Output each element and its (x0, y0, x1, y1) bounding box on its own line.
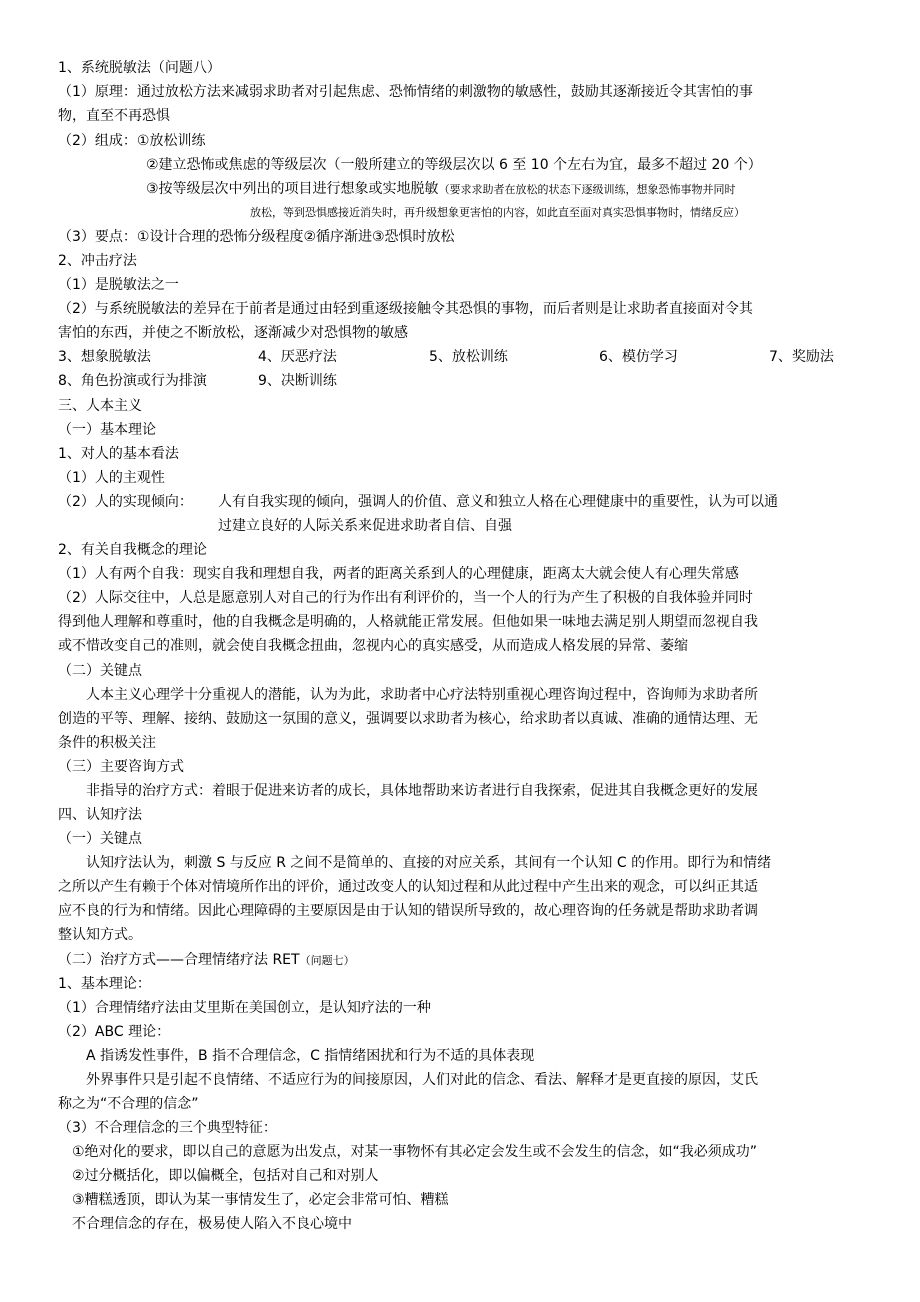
paragraph-label: （2）人的实现倾向： (58, 494, 193, 510)
heading-systematic-desensitization: 1、系统脱敏法（问题八） (58, 60, 221, 76)
paragraph-line: 物，直至不再恐惧 (58, 108, 170, 124)
paragraph-line: （3）不合理信念的三个典型特征： (58, 1120, 277, 1136)
note-text: （问题七） (299, 954, 355, 967)
subsection-heading: （一）关键点 (58, 831, 142, 847)
subsection-heading: （二）关键点 (58, 663, 142, 679)
paragraph-line (146, 177, 736, 202)
paragraph-line: ②建立恐怖或焦虑的等级层次（一般所建立的等级层次以 6 至 10 个左右为宜，最多不超过 20 个） (146, 157, 762, 173)
heading-implosive-therapy: 2、冲击疗法 (58, 253, 137, 269)
paragraph-line: （1）人有两个自我：现实自我和理想自我，两者的距离关系到人的心理健康，距离太大就会使人有心理失常感 (58, 566, 739, 582)
paragraph-line: A 指诱发性事件，B 指不合理信念，C 指情绪困扰和行为不适的具体表现 (86, 1048, 535, 1064)
paragraph-line: （2）ABC 理论： (58, 1024, 171, 1040)
paragraph-line: （1）是脱敏法之一 (58, 277, 179, 293)
section-heading-cognitive: 四、认知疗法 (58, 807, 142, 823)
subsection-heading: （一）基本理论 (58, 422, 156, 438)
paragraph-line: 1、基本理论： (58, 976, 151, 992)
paragraph-line (58, 490, 778, 514)
paragraph-line: ③糟糕透顶，即认为某一事情发生了，必定会非常可怕、糟糕 (72, 1192, 449, 1208)
paragraph-line: （3）要点：①设计合理的恐怖分级程度②循序渐进③恐惧时放松 (58, 229, 455, 245)
paragraph-line: （1）合理情绪疗法由艾里斯在美国创立，是认知疗法的一种 (58, 1000, 431, 1016)
paragraph-line: 认知疗法认为，刺激 S 与反应 R 之间不是简单的、直接的对应关系，其间有一个认知 C 的作用。即行为和情绪 (86, 855, 772, 871)
paragraph-line: 人本主义心理学十分重视人的潜能，认为为此，求助者中心疗法特别重视心理咨询过程中，咨询师为求助者所 (86, 687, 758, 703)
list-item: 4、厌恶疗法 (258, 349, 337, 365)
list-item: 5、放松训练 (429, 349, 508, 365)
list-item: 7、奖励法 (769, 349, 834, 365)
paragraph-line: 整认知方式。 (58, 927, 142, 943)
paragraph-line: 称之为“不合理的信念” (58, 1096, 199, 1112)
paragraph-line: 之所以产生有赖于个体对情境所作出的评价，通过改变人的认知过程和从此过程中产生出来的观念，可以纠正其适 (58, 879, 758, 895)
paragraph-line: （2）组成：①放松训练 (58, 133, 206, 149)
subsection-heading (58, 948, 355, 973)
paragraph-line: （2）与系统脱敏法的差异在于前者是通过由轻到重逐级接触令其恐惧的事物，而后者则是让求助者直接面对令其 (58, 301, 753, 317)
note-text: （要求求助者在放松的状态下逐级训练，想象恐怖事物并同时 (438, 183, 736, 196)
paragraph-line: 1、对人的基本看法 (58, 446, 179, 462)
paragraph-line: 或不惜改变自己的准则，就会使自我概念扭曲，忽视内心的真实感受，从而造成人格发展的异常、萎缩 (58, 638, 688, 654)
heading-text: （二）治疗方式——合理情绪疗法 RET (58, 952, 300, 968)
subsection-heading: （三）主要咨询方式 (58, 759, 184, 775)
paragraph-line: ②过分概括化，即以偏概全，包括对自己和对别人 (72, 1168, 379, 1184)
paragraph-line: ①绝对化的要求，即以自己的意愿为出发点，对某一事物怀有其必定会发生或不会发生的信念，如“我必须成功” (72, 1144, 758, 1160)
paragraph-line: （1）原理：通过放松方法来减弱求助者对引起焦虑、恐怖情绪的刺激物的敏感性，鼓励其逐渐接近令其害怕的事 (58, 84, 753, 100)
list-item: 8、角色扮演或行为排演 (58, 373, 207, 389)
paragraph-line: 外界事件只是引起不良情绪、不适应行为的间接原因，人们对此的信念、看法、解释才是更直接的原因，艾氏 (86, 1072, 758, 1088)
list-item: 9、决断训练 (258, 373, 337, 389)
list-item: 3、想象脱敏法 (58, 349, 151, 365)
paragraph-line: 应不良的行为和情绪。因此心理障碍的主要原因是由于认知的错误所导致的，故心理咨询的任务就是帮助求助者调 (58, 903, 758, 919)
section-heading-humanism: 三、人本主义 (58, 398, 142, 414)
paragraph-line: 非指导的治疗方式：着眼于促进来访者的成长，具体地帮助来访者进行自我探索，促进其自我概念更好的发展 (86, 783, 758, 799)
paragraph-line: （2）人际交往中，人总是愿意别人对自己的行为作出有利评价的，当一个人的行为产生了积极的自我体验并同时 (58, 590, 753, 606)
paragraph-line: 创造的平等、理解、接纳、鼓励这一氛围的意义，强调要以求助者为核心，给求助者以真诚、准确的通情达理、无 (58, 711, 758, 727)
paragraph-line: 不合理信念的存在，极易使人陷入不良心境中 (72, 1216, 352, 1232)
paragraph-text: 人有自我实现的倾向，强调人的价值、意义和独立人格在心理健康中的重要性，认为可以通 (218, 494, 778, 510)
paragraph-line: 过建立良好的人际关系来促进求助者自信、自强 (218, 518, 512, 534)
paragraph-line: 得到他人理解和尊重时，他的自我概念是明确的，人格就能正常发展。但他如果一味地去满足别人期望而忽视自我 (58, 614, 758, 630)
paragraph-text: ③按等级层次中列出的项目进行想象或实地脱敏 (146, 181, 439, 197)
paragraph-line: 条件的积极关注 (58, 735, 156, 751)
paragraph-line: （1）人的主观性 (58, 470, 165, 486)
list-item: 6、模仿学习 (599, 349, 678, 365)
paragraph-line: 2、有关自我概念的理论 (58, 542, 207, 558)
paragraph-line: 害怕的东西，并使之不断放松，逐渐减少对恐惧物的敏感 (58, 325, 408, 341)
note-line: 放松，等到恐惧感接近消失时，再升级想象更害怕的内容，如此直至面对真实恐惧事物时，情绪反应） (250, 206, 745, 219)
